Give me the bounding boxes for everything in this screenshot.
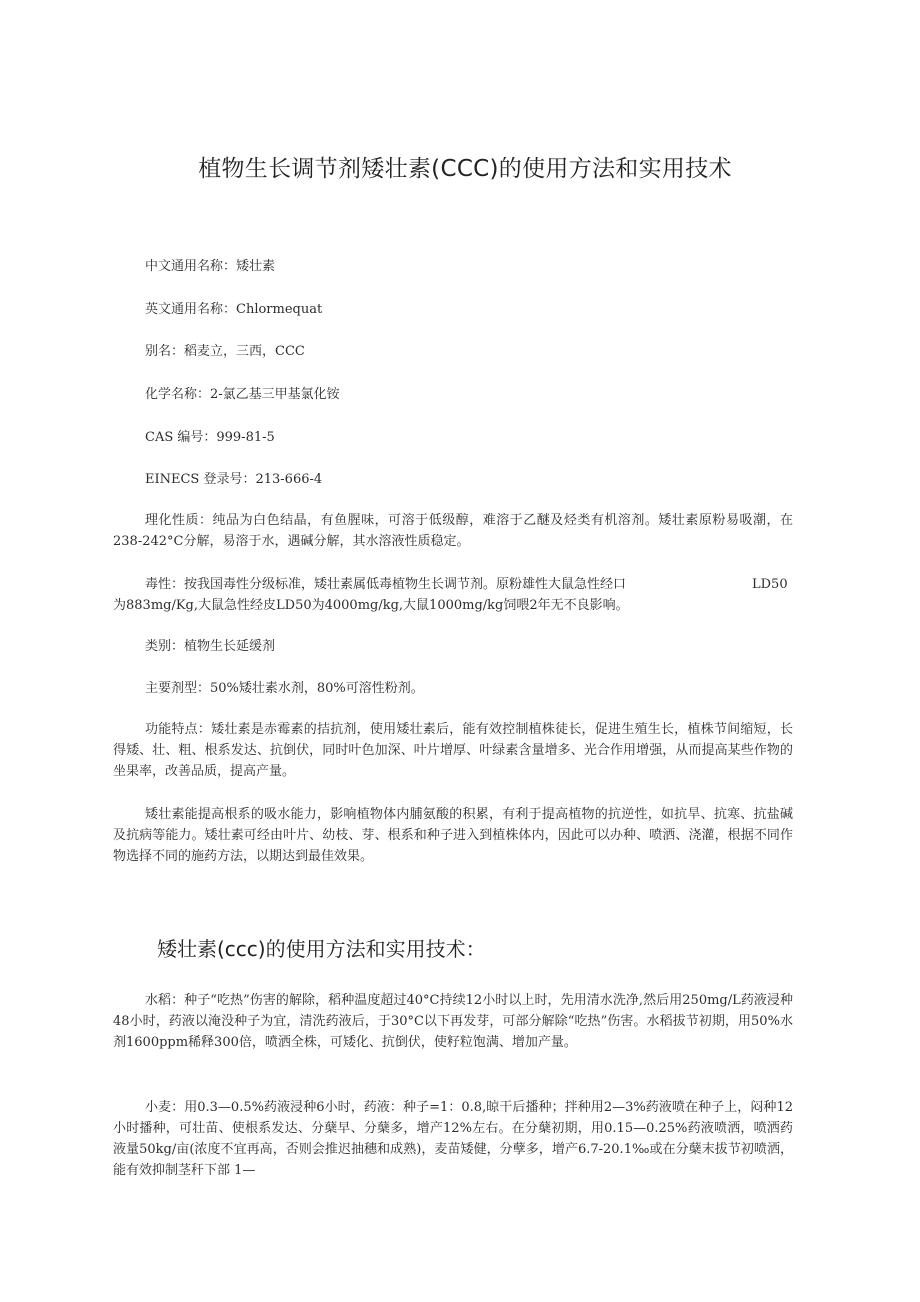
paragraph-toxicity-line2: 为883mg/Kg,大鼠急性经皮LD50为4000mg/kg,大鼠1000mg/kg饲喂2年无不良影响。 xyxy=(113,598,629,613)
paragraph-absorption: 矮壮素能提高根系的吸水能力，影响植物体内脯氨酸的积累，有利于提高植物的抗逆性，如抗旱、抗寒、抗盐碱及抗病等能力。矮壮素可经由叶片、幼枝、芽、根系和种子进入到植株体内，因此可以办种、喷洒、浇灌，根据不同作物选择不同的施药方法，以期达到最佳效果。 xyxy=(113,807,793,864)
field-chemical-name: 化学名称：2-氯乙基三甲基氯化铵 xyxy=(145,387,340,402)
paragraph-wheat: 小麦：用0.3—0.5%药液浸种6小时，药液：种子=1：0.8,晾干后播种；拌种用2—3%药液喷在种子上，闷种12小时播种，可壮苗、使根系发达、分蘖早、分蘖多，增产12%左右。在分蘖初期，用0.15—0.25%药液喷洒，喷洒药液量50kg/亩(浓度不宜再高，否则会推迟抽穗和成熟)，麦苗矮健，分孽多，增产6.7-20.1‰或在分蘖末拔节初喷洒，能有效抑制茎秆下部 1— xyxy=(113,1100,793,1178)
paragraph-features: 功能特点：矮壮素是赤霉素的拮抗剂，使用矮壮素后，能有效控制植株徒长，促进生殖生长，植株节间缩短，长得矮、壮、粗、根系发达、抗倒伏，同时叶色加深、叶片增厚、叶绿素含量增多、光合作用增强，从而提高某些作物的坐果率，改善品质，提高产量。 xyxy=(113,722,793,779)
field-einecs-number: EINECS 登录号：213-666-4 xyxy=(145,472,323,487)
field-english-name: 英文通用名称：Chlormequat xyxy=(145,302,323,317)
field-alias: 别名：稻麦立，三西，CCC xyxy=(145,344,305,359)
paragraph-toxicity-line1: 毒性：按我国毒性分级标准，矮壮素属低毒植物生长调节剂。原粉雄性大鼠急性经口 xyxy=(145,577,627,592)
paragraph-properties: 理化性质：纯品为白色结晶，有鱼腥味，可溶于低级醇，难溶于乙醚及烃类有机溶剂。矮壮素原粉易吸潮，在238-242°C分解，易溶于水，遇碱分解，其水溶液性质稳定。 xyxy=(113,513,793,549)
toxicity-ld50: LD50 xyxy=(752,577,788,592)
section-title: 矮壮素(ccc)的使用方法和实用技术： xyxy=(157,937,486,961)
field-category: 类别：植物生长延缓剂 xyxy=(145,639,276,654)
paragraph-rice: 水稻：种子“吃热”伤害的解除，稻种温度超过40°C持续12小时以上时，先用清水洗净,然后用250mg/L药液浸种48小时，药液以淹没种子为宜，清洗药液后，于30°C以下再发芽，可部分解除“吃热”伤害。水稻拔节初期，用50%水剂1600ppm稀释300倍，喷洒全株，可矮化、抗倒伏，使籽粒饱满、增加产量。 xyxy=(113,993,793,1050)
field-chinese-name: 中文通用名称：矮壮素 xyxy=(145,259,276,274)
field-cas-number: CAS 编号：999-81-5 xyxy=(145,430,275,445)
field-formulation: 主要剂型：50%矮壮素水剂，80%可溶性粉剂。 xyxy=(145,681,424,696)
document-title: 植物生长调节剂矮壮素(CCC)的使用方法和实用技术 xyxy=(198,156,732,182)
